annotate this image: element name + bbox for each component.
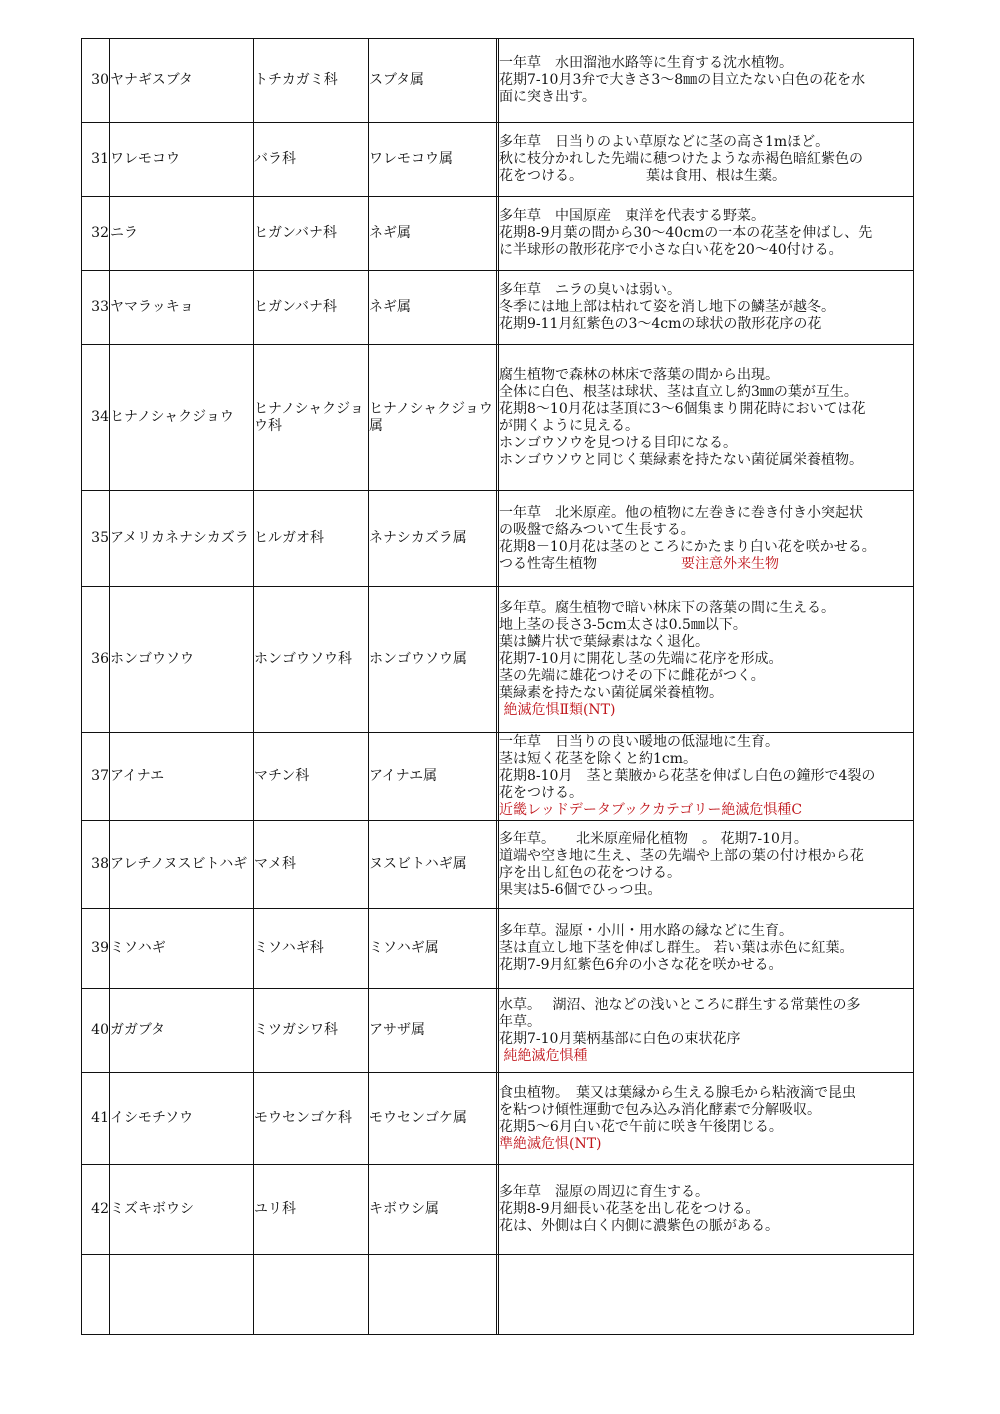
- description-line: 花期8～10月花は茎頂に3～6個集まり開花時においては花: [499, 400, 866, 417]
- row-number: 38: [82, 821, 110, 909]
- table-row: [82, 345, 914, 491]
- description-line: 年草。: [499, 1013, 541, 1030]
- plant-name: ミズキボウシ: [110, 1165, 254, 1255]
- description-line: 花期7-10月葉柄基部に白色の束状花序: [499, 1030, 741, 1047]
- table-row: [82, 821, 914, 909]
- description-line: ホンゴウソウと同じく葉緑素を持たない菌従属栄養植物。: [499, 451, 863, 468]
- plant-name: ガガブタ: [110, 989, 254, 1073]
- plant-family: トチカガミ科: [254, 39, 369, 123]
- plant-genus: ミソハギ属: [369, 909, 497, 989]
- plant-description: [499, 587, 914, 733]
- plant-name: アメリカネナシカズラ: [110, 491, 254, 587]
- plant-family: ヒガンバナ科: [254, 271, 369, 345]
- plant-description: [499, 197, 914, 271]
- description-line: 全体に白色、根茎は球状、茎は直立し約3㎜の葉が互生。: [499, 383, 858, 400]
- plant-genus: ヒナノシャクジョウ属: [369, 345, 497, 491]
- plant-genus: アイナエ属: [369, 733, 497, 821]
- description-line: 花期8-10月 茎と葉腋から花茎を伸ばし白色の鐘形で4裂の: [499, 768, 876, 784]
- description-line: 序を出し紅色の花をつける。: [499, 864, 681, 881]
- table-row: [82, 733, 914, 821]
- table-row: [82, 587, 914, 733]
- plant-genus: ヌスビトハギ属: [369, 821, 497, 909]
- description-line: 道端や空き地に生え、茎の先端や上部の葉の付け根から花: [499, 847, 864, 864]
- plant-genus: ネギ属: [369, 197, 497, 271]
- table-row: [82, 39, 914, 123]
- plant-name: ヤナギスブタ: [110, 39, 254, 123]
- row-number: 34: [82, 345, 110, 491]
- row-number: 39: [82, 909, 110, 989]
- description-line: 花期7-9月紅紫色6弁の小さな花を咲かせる。: [499, 957, 783, 973]
- plant-family: バラ科: [254, 123, 369, 197]
- description-line: が開くように見える。: [499, 417, 639, 434]
- plant-name: ヤマラッキョ: [110, 271, 254, 345]
- description-line: 地上茎の長さ3-5cm太さは0.5㎜以下。: [499, 617, 747, 633]
- empty-cell: [110, 1255, 254, 1335]
- description-line: 果実は5-6個でひっつ虫。: [499, 881, 662, 898]
- empty-cell: [254, 1255, 369, 1335]
- plant-description: [499, 1073, 914, 1165]
- plant-description: [499, 733, 914, 821]
- table-row: [82, 123, 914, 197]
- row-number: 33: [82, 271, 110, 345]
- row-number: 32: [82, 197, 110, 271]
- description-line: 多年草 湿原の周辺に育生する。: [499, 1184, 709, 1200]
- plant-description: [499, 491, 914, 587]
- row-number: 41: [82, 1073, 110, 1165]
- description-line: 冬季には地上部は枯れて姿を消し地下の鱗茎が越冬。: [499, 299, 835, 315]
- status-label: 純絶滅危惧種: [499, 1047, 588, 1064]
- plant-genus: ワレモコウ属: [369, 123, 497, 197]
- status-label: 絶滅危惧Ⅱ類(NT): [499, 702, 616, 718]
- description-line: 面に突き出す。: [499, 89, 596, 105]
- description-line: 花期8-9月葉の間から30～40cmの一本の花茎を伸ばし、先: [499, 225, 873, 241]
- plant-name: ヒナノシャクジョウ: [110, 345, 254, 491]
- description-line: 秋に枝分かれした先端に穂つけたような赤褐色暗紅紫色の: [499, 151, 863, 167]
- table-row: [82, 1165, 914, 1255]
- table-row: [82, 197, 914, 271]
- empty-cell: [369, 1255, 497, 1335]
- description-line: 花期8－10月花は茎のところにかたまり白い花を咲かせる。: [499, 538, 876, 555]
- row-number: 37: [82, 733, 110, 821]
- plant-description: [499, 271, 914, 345]
- plant-genus: キボウシ属: [369, 1165, 497, 1255]
- empty-row: [82, 1255, 914, 1335]
- status-label: 要注意外来生物: [681, 555, 779, 572]
- row-number: 30: [82, 39, 110, 123]
- plant-description: [499, 909, 914, 989]
- plant-name: ワレモコウ: [110, 123, 254, 197]
- plant-genus: ネギ属: [369, 271, 497, 345]
- plant-name: イシモチソウ: [110, 1073, 254, 1165]
- table-row: [82, 989, 914, 1073]
- plant-family: ヒガンバナ科: [254, 197, 369, 271]
- plant-family: ユリ科: [254, 1165, 369, 1255]
- plant-family: ミツガシワ科: [254, 989, 369, 1073]
- description-line: 多年草。湿原・小川・用水路の縁などに生育。: [499, 923, 793, 939]
- plant-family: ヒルガオ科: [254, 491, 369, 587]
- description-line: 葉緑素を持たない菌従属栄養植物。: [499, 685, 723, 701]
- row-number: 40: [82, 989, 110, 1073]
- plant-genus: ネナシカズラ属: [369, 491, 497, 587]
- plant-name: ミソハギ: [110, 909, 254, 989]
- plant-name: ホンゴウソウ: [110, 587, 254, 733]
- description-line: 一年草 日当りの良い暖地の低湿地に生育。: [499, 734, 779, 750]
- plant-description: [499, 39, 914, 123]
- plant-family: ミソハギ科: [254, 909, 369, 989]
- plant-description: [499, 1165, 914, 1255]
- description-line: 茎の先端に雄花つけその下に雌花がつく。: [499, 668, 765, 684]
- description-line: 花は、外側は白く内側に濃紫色の脈がある。: [499, 1218, 779, 1234]
- description-line: 花期8-9月細長い花茎を出し花をつける。: [499, 1201, 760, 1217]
- table-row: [82, 1073, 914, 1165]
- plant-genus: モウセンゴケ属: [369, 1073, 497, 1165]
- plant-description: [499, 123, 914, 197]
- plant-name: アイナエ: [110, 733, 254, 821]
- plant-genus: アサザ属: [369, 989, 497, 1073]
- description-line: 水草。 湖沼、池などの浅いところに群生する常葉性の多: [499, 996, 861, 1013]
- row-number: 31: [82, 123, 110, 197]
- table-row: [82, 909, 914, 989]
- plant-family: ヒナノシャクジョウ科: [254, 345, 369, 491]
- description-line: 茎は直立し地下茎を伸ばし群生。 若い葉は赤色に紅葉。: [499, 940, 854, 956]
- plant-genus: ホンゴウソウ属: [369, 587, 497, 733]
- description-line: 花期7-10月3弁で大きさ3～8㎜の目立たない白色の花を水: [499, 72, 866, 88]
- row-number: 36: [82, 587, 110, 733]
- description-line: 花期7-10月に開花し茎の先端に花序を形成。: [499, 651, 783, 667]
- description-line: 多年草。腐生植物で暗い林床下の落葉の間に生える。: [499, 600, 835, 616]
- description-line: 多年草。 北米原産帰化植物 。 花期7-10月。: [499, 830, 808, 847]
- description-line: 多年草 日当りのよい草原などに茎の高さ1mほど。: [499, 134, 830, 150]
- description-line: 多年草 ニラの臭いは弱い。: [499, 282, 681, 298]
- description-line: 花期5～6月白い花で午前に咲き午後閉じる。: [499, 1118, 783, 1135]
- description-line: に半球形の散形花序で小さな白い花を20～40付ける。: [499, 242, 843, 258]
- plant-name: ニラ: [110, 197, 254, 271]
- description-line: を粘つけ傾性運動で包み込み消化酵素で分解吸収。: [499, 1101, 821, 1118]
- description-line: 一年草 水田溜池水路等に生育する沈水植物。: [499, 55, 793, 71]
- plant-family: マメ科: [254, 821, 369, 909]
- row-number: 35: [82, 491, 110, 587]
- status-label: 準絶滅危惧(NT): [499, 1135, 602, 1152]
- description-line: 一年草 北米原産。他の植物に左巻きに巻き付き小突起状: [499, 504, 863, 521]
- status-label: 近畿レッドデータブックカテゴリー絶滅危惧種C: [499, 802, 803, 818]
- description-line: [499, 556, 913, 573]
- empty-cell: [499, 1255, 914, 1335]
- plant-family: モウセンゴケ科: [254, 1073, 369, 1165]
- description-line: 多年草 中国原産 東洋を代表する野菜。: [499, 208, 765, 224]
- plant-table-body: [82, 39, 914, 1335]
- description-text: つる性寄生植物: [499, 555, 681, 572]
- plant-description: [499, 989, 914, 1073]
- table-row: [82, 271, 914, 345]
- description-line: 腐生植物で森林の林床で落葉の間から出現。: [499, 366, 779, 383]
- description-line: 茎は短く花茎を除くと約1cm。: [499, 751, 698, 767]
- description-line: 花をつける。: [499, 785, 583, 801]
- description-line: ホンゴウソウを見つける目印になる。: [499, 434, 737, 451]
- plant-family: ホンゴウソウ科: [254, 587, 369, 733]
- description-line: の吸盤で絡みついて生長する。: [499, 521, 695, 538]
- plant-name: アレチノヌスビトハギ: [110, 821, 254, 909]
- empty-cell: [82, 1255, 110, 1335]
- description-line: 食虫植物。 葉又は葉縁から生える腺毛から粘液滴で昆虫: [499, 1084, 856, 1101]
- description-line: 花期9-11月紅紫色の3～4cmの球状の散形花序の花: [499, 316, 822, 332]
- description-line: 花をつける。 葉は食用、根は生薬。: [499, 168, 786, 184]
- plant-description: [499, 345, 914, 491]
- description-line: 葉は鱗片状で葉緑素はなく退化。: [499, 634, 709, 650]
- row-number: 42: [82, 1165, 110, 1255]
- plant-description: [499, 821, 914, 909]
- plant-family: マチン科: [254, 733, 369, 821]
- table-row: [82, 491, 914, 587]
- plant-table: [81, 38, 914, 1335]
- plant-genus: スブタ属: [369, 39, 497, 123]
